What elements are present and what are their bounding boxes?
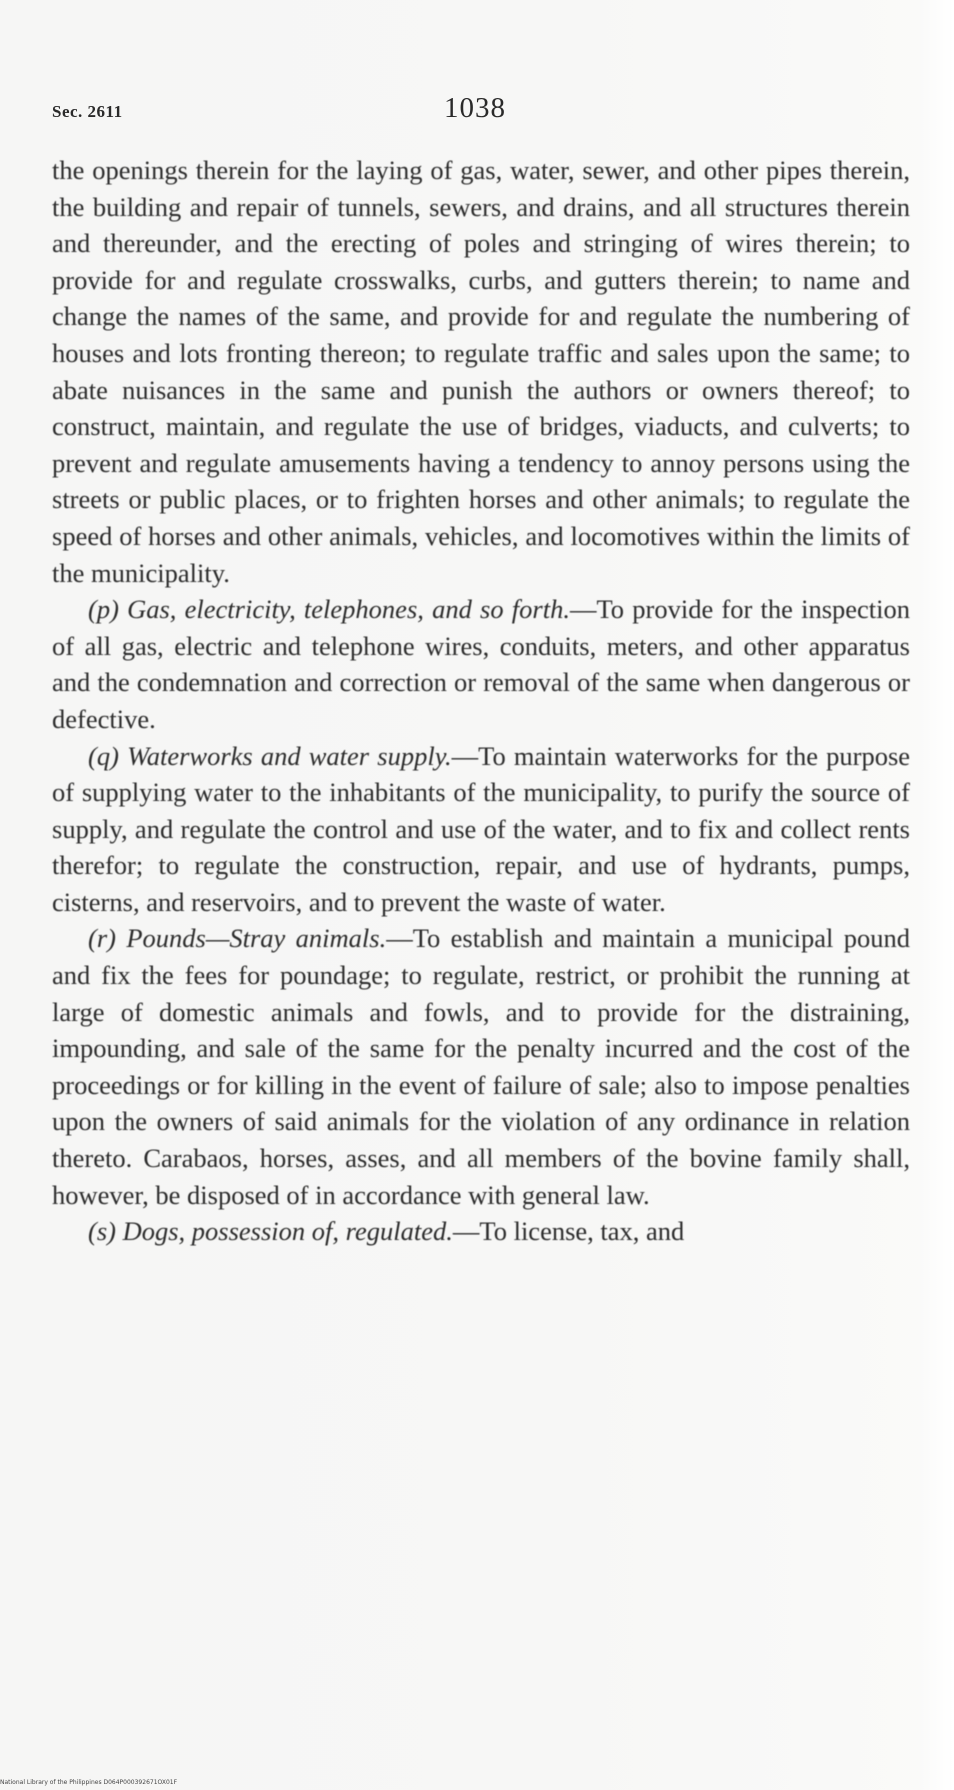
paragraph-text: —To provide for the inspection of all gas, electric and telephone wires, conduits, meters, and other apparatus and the condemnation and correction or removal of the same when dangerous or defective. <box>52 594 911 734</box>
paragraph-text: the openings therein for the laying of gas, water, sewer, and other pipes therein, the building and repair of tunnels, sewers, and drains, and all structures therein and thereunder, and the erecting of poles and stringing of wires therein; to provide for and regulate crosswalks, curbs, and gutters therein; to name and change the names of the same, and provide for and regulate the numbering of houses and lots fronting thereon; to regulate traffic and sales upon the same; to abate nuisances in the same and punish the authors or owners thereof; to construct, maintain, and regulate the use of bridges, viaducts, and culverts; to prevent and regulate amusements having a tendency to annoy persons using the streets or public places, or to frighten horses and other animals; to regulate the speed of horses and other animals, vehicles, and locomotives within the limits of the municipality. <box>52 155 910 588</box>
paragraph-text: —To license, tax, and <box>452 1216 685 1247</box>
paragraph-letter: (s) <box>88 1216 116 1247</box>
paragraph-s <box>52 1213 910 1250</box>
page-number: 1038 <box>444 92 506 124</box>
scan-footer: National Library of the Philippines D064P000392671OX01F <box>0 1779 178 1786</box>
paragraph-heading: Waterworks and water supply. <box>127 740 452 771</box>
paragraph-letter: (r) <box>88 923 116 954</box>
paragraph-continued <box>52 152 910 591</box>
paragraph-text: —To establish and maintain a municipal pound and fix the fees for poundage; to regulate, restrict, or prohibit the running at large of domestic animals and fowls, and to provide for the distraining, impounding, and sale of the same for the penalty incurred and the cost of the proceedings or for killing in the event of failure of sale; also to impose penalties upon the owners of said animals for the violation of any ordinance in relation thereto. Carabaos, horses, asses, and all members of the bovine family shall, however, be disposed of in accordance with general law. <box>52 923 911 1210</box>
paragraph-letter: (q) <box>88 740 119 771</box>
paragraph-heading: Dogs, possession of, regulated. <box>122 1216 453 1247</box>
paragraph-letter: (p) <box>88 594 119 625</box>
paragraph-q <box>52 738 910 921</box>
paragraph-r <box>52 920 910 1213</box>
paragraph-text: —To maintain waterworks for the purpose of supplying water to the inhabitants of the municipality, to purify the source of supply, and regulate the control and use of the water, and to fix and collect rents therefor; to regulate the construction, repair, and use of hydrants, pumps, cisterns, and reservoirs, and to prevent the waste of water. <box>52 740 911 917</box>
section-reference: Sec. 2611 <box>52 102 123 121</box>
body-text <box>52 152 910 1250</box>
paragraph-heading: Pounds—Stray animals. <box>126 923 387 954</box>
page-header <box>52 92 910 132</box>
paragraph-heading: Gas, electricity, telephones, and so forth. <box>127 594 570 625</box>
paragraph-p <box>52 591 910 737</box>
